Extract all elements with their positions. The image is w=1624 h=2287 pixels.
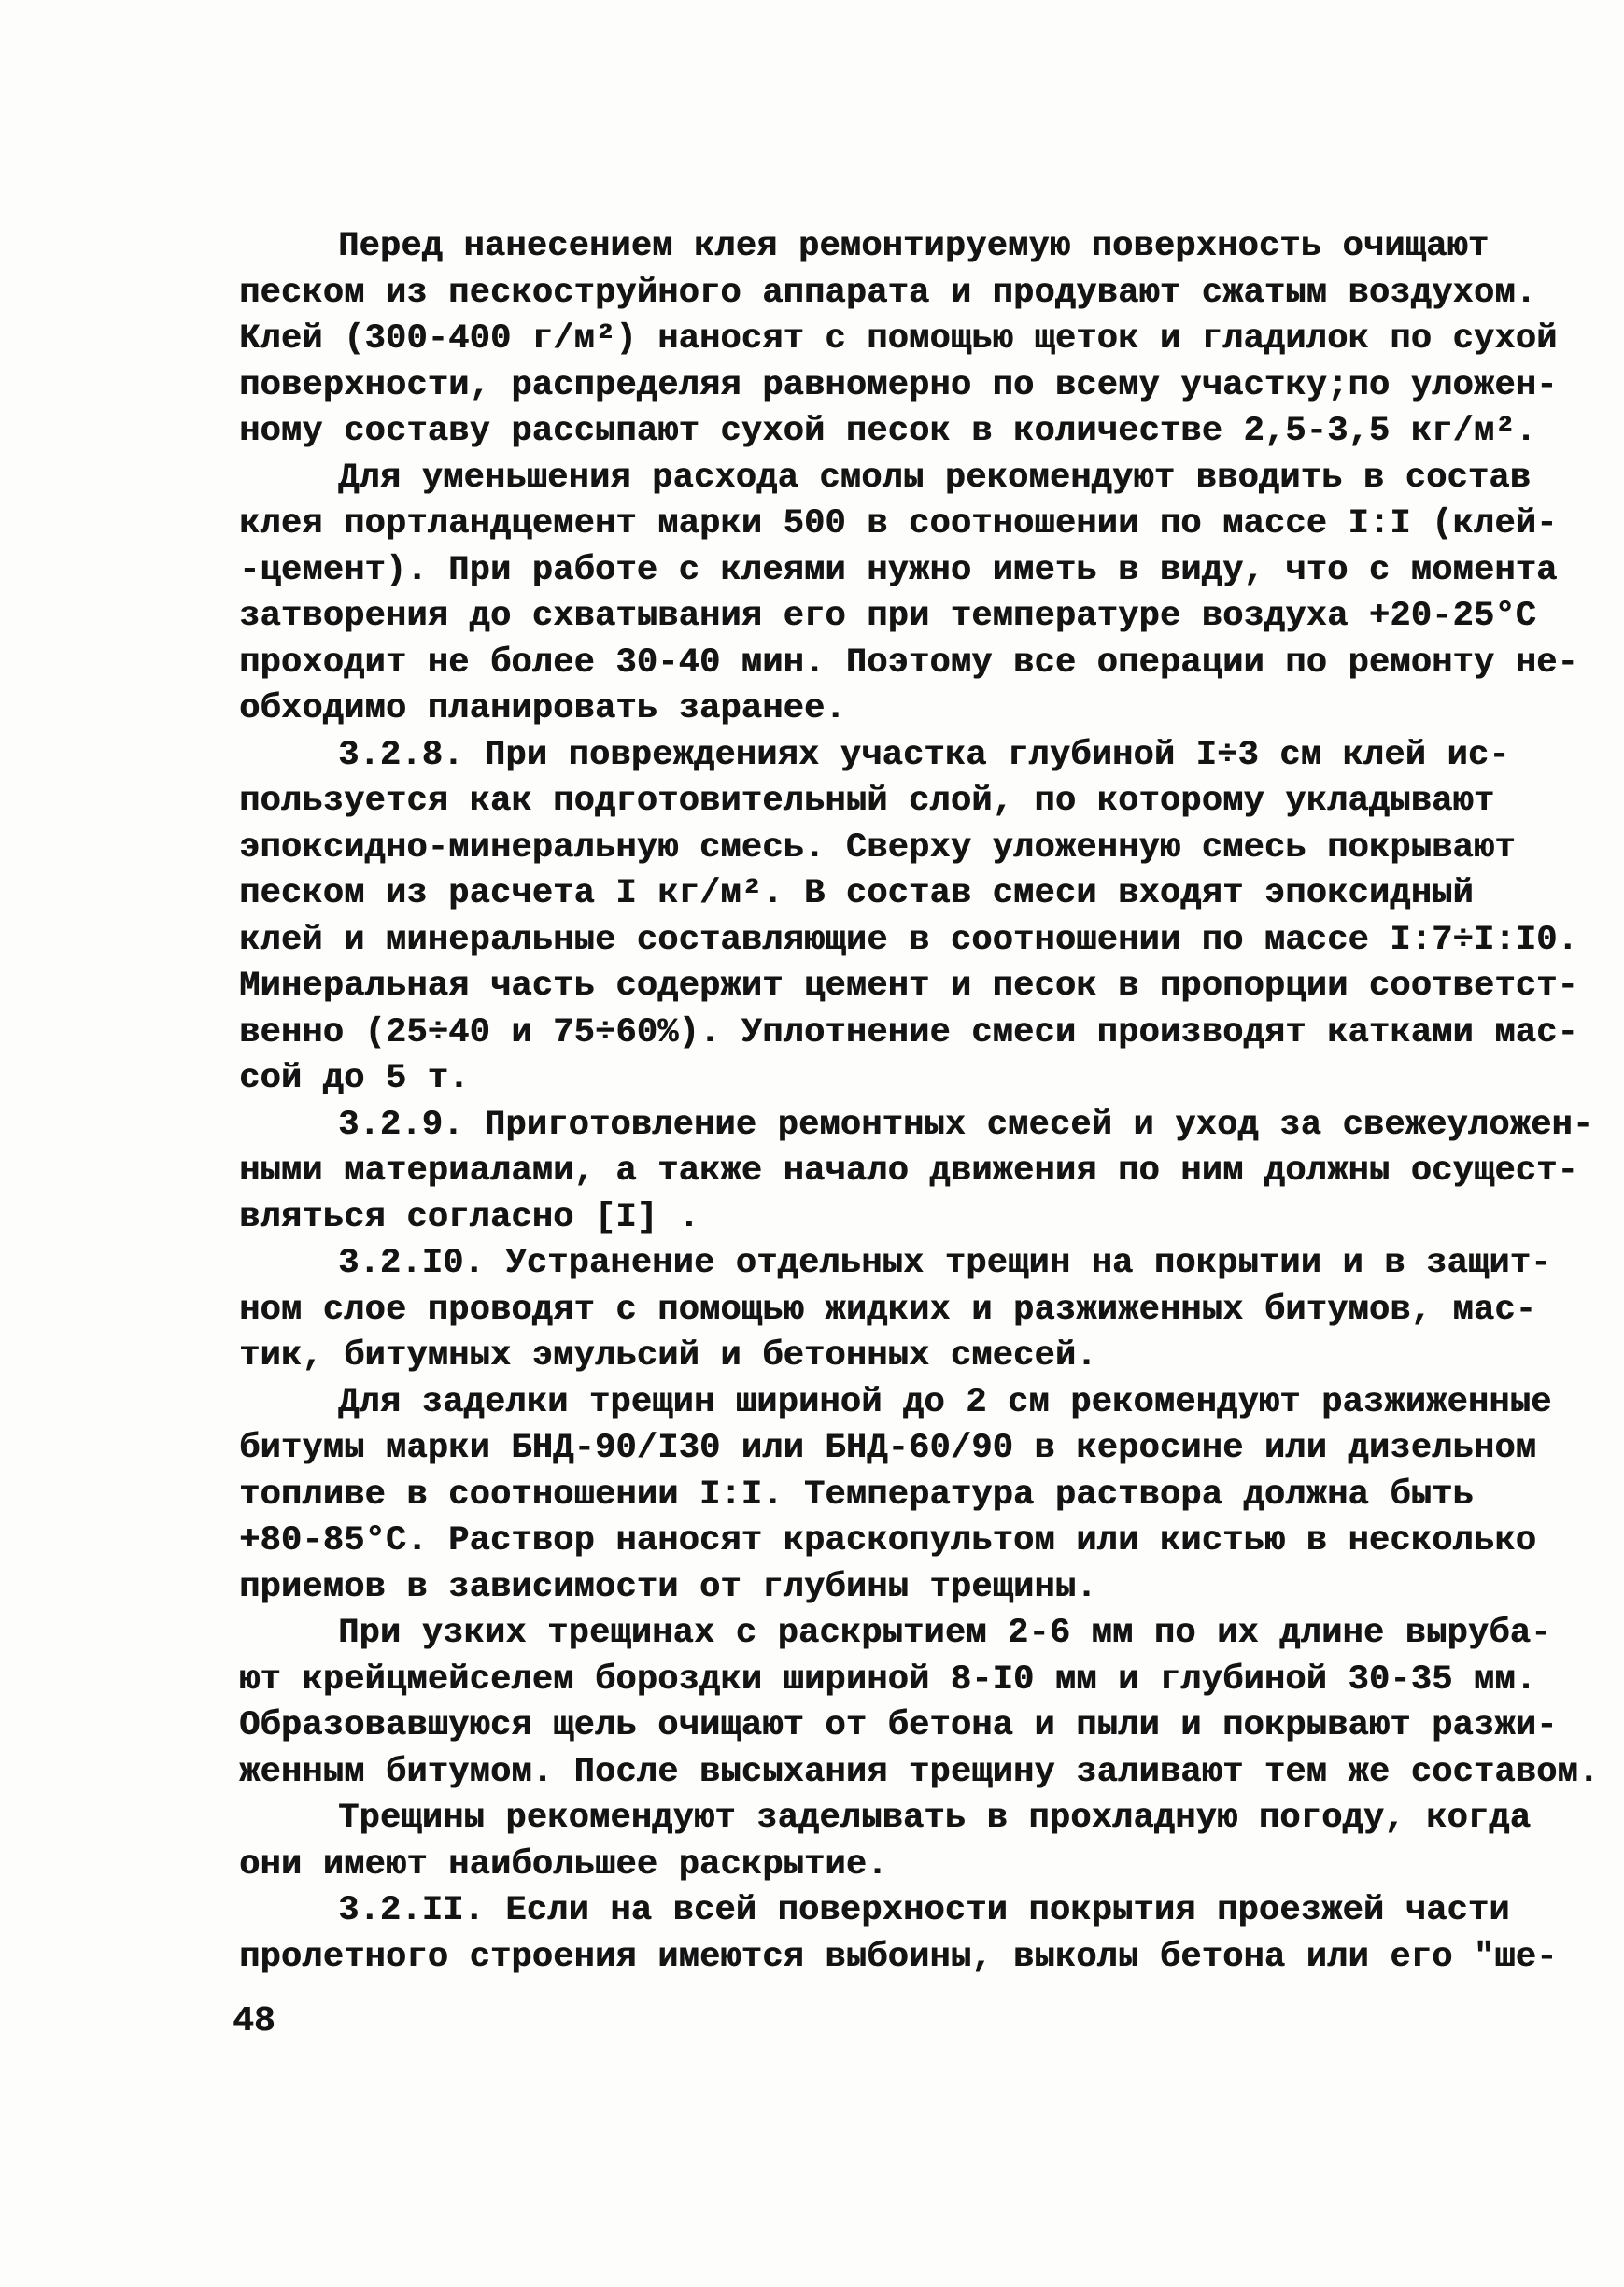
- text-line: топливе в соотношении I:I. Температура раствора должна быть: [239, 1475, 1474, 1515]
- body-text: [239, 224, 1600, 1981]
- text-line: они имеют наибольшее раскрытие.: [239, 1844, 888, 1885]
- text-line: пользуется как подготовительный слой, по которому укладывают: [239, 782, 1495, 821]
- text-line: клея портландцемент марки 500 в соотношении по массе I:I (клей-: [239, 504, 1558, 544]
- text-line: ными материалами, а также начало движения по ним должны осущест-: [239, 1151, 1578, 1191]
- text-line: Клей (300-400 г/м²) наносят с помощью щеток и гладилок по сухой: [239, 319, 1558, 359]
- text-line: Минеральная часть содержит цемент и песок в пропорции соответст-: [239, 967, 1578, 1006]
- text-line: затворения до схватывания его при температуре воздуха +20-25°С: [239, 597, 1537, 636]
- text-line: 3.2.II. Если на всей поверхности покрытия проезжей части: [338, 1891, 1510, 1930]
- text-line: поверхности, распределяя равномерно по всему участку;по уложен-: [239, 365, 1558, 405]
- text-line: пролетного строения имеются выбоины, выколы бетона или его "ше-: [239, 1937, 1558, 1977]
- text-line: тик, битумных эмульсий и бетонных смесей.: [239, 1336, 1097, 1376]
- text-line: битумы марки БНД-90/I30 или БНД-60/90 в керосине или дизельном: [239, 1429, 1537, 1468]
- text-line: ют крейцмейселем бороздки шириной 8-I0 мм и глубиной 30-35 мм.: [239, 1659, 1537, 1700]
- text-line: песком из расчета I кг/м². В состав смеси входят эпоксидный: [239, 874, 1474, 913]
- text-line: проходит не более 30-40 мин. Поэтому все операции по ремонту не-: [239, 642, 1578, 683]
- text-line: венно (25÷40 и 75÷60%). Уплотнение смеси производят катками мас-: [239, 1012, 1578, 1052]
- text-line: Образовавшуюся щель очищают от бетона и пыли и покрывают разжи-: [239, 1706, 1558, 1745]
- text-line: клей и минеральные составляющие в соотношении по массе I:7÷I:I0.: [239, 920, 1578, 960]
- text-line: сой до 5 т.: [239, 1059, 470, 1098]
- text-line: обходимо планировать заранее.: [239, 689, 846, 728]
- text-line: ному составу рассыпают сухой песок в количестве 2,5-3,5 кг/м².: [239, 412, 1537, 451]
- text-line: приемов в зависимости от глубины трещины.: [239, 1567, 1097, 1607]
- text-line: При узких трещинах с раскрытием 2-6 мм по их длине выруба-: [338, 1614, 1552, 1653]
- text-line: женным битумом. После высыхания трещину заливают тем же составом.: [239, 1752, 1600, 1792]
- text-line: Для заделки трещин шириной до 2 см рекомендуют разжиженные: [338, 1382, 1552, 1422]
- text-line: вляться согласно [I] .: [239, 1197, 699, 1237]
- text-line: 3.2.8. При повреждениях участка глубиной I÷3 см клей ис-: [338, 735, 1510, 775]
- text-line: 3.2.I0. Устранение отдельных трещин на покрытии и в защит-: [338, 1244, 1552, 1283]
- text-line: Перед нанесением клея ремонтируемую поверхность очищают: [338, 227, 1490, 266]
- text-line: эпоксидно-минеральную смесь. Сверху уложенную смесь покрывают: [239, 827, 1516, 868]
- page-number: 48: [233, 2001, 275, 2041]
- text-line: Трещины рекомендуют заделывать в прохладную погоду, когда: [338, 1799, 1532, 1838]
- text-line: +80-85°С. Раствор наносят краскопультом или кистью в несколько: [239, 1521, 1537, 1560]
- text-line: песком из пескоструйного аппарата и продувают сжатым воздухом.: [239, 273, 1537, 313]
- text-line: Для уменьшения расхода смолы рекомендуют вводить в состав: [338, 458, 1532, 498]
- text-line: 3.2.9. Приготовление ремонтных смесей и уход за свежеуложен-: [338, 1105, 1594, 1145]
- text-line: ном слое проводят с помощью жидких и разжиженных битумов, мас-: [239, 1290, 1537, 1330]
- text-line: -цемент). При работе с клеями нужно иметь в виду, что с момента: [239, 550, 1558, 590]
